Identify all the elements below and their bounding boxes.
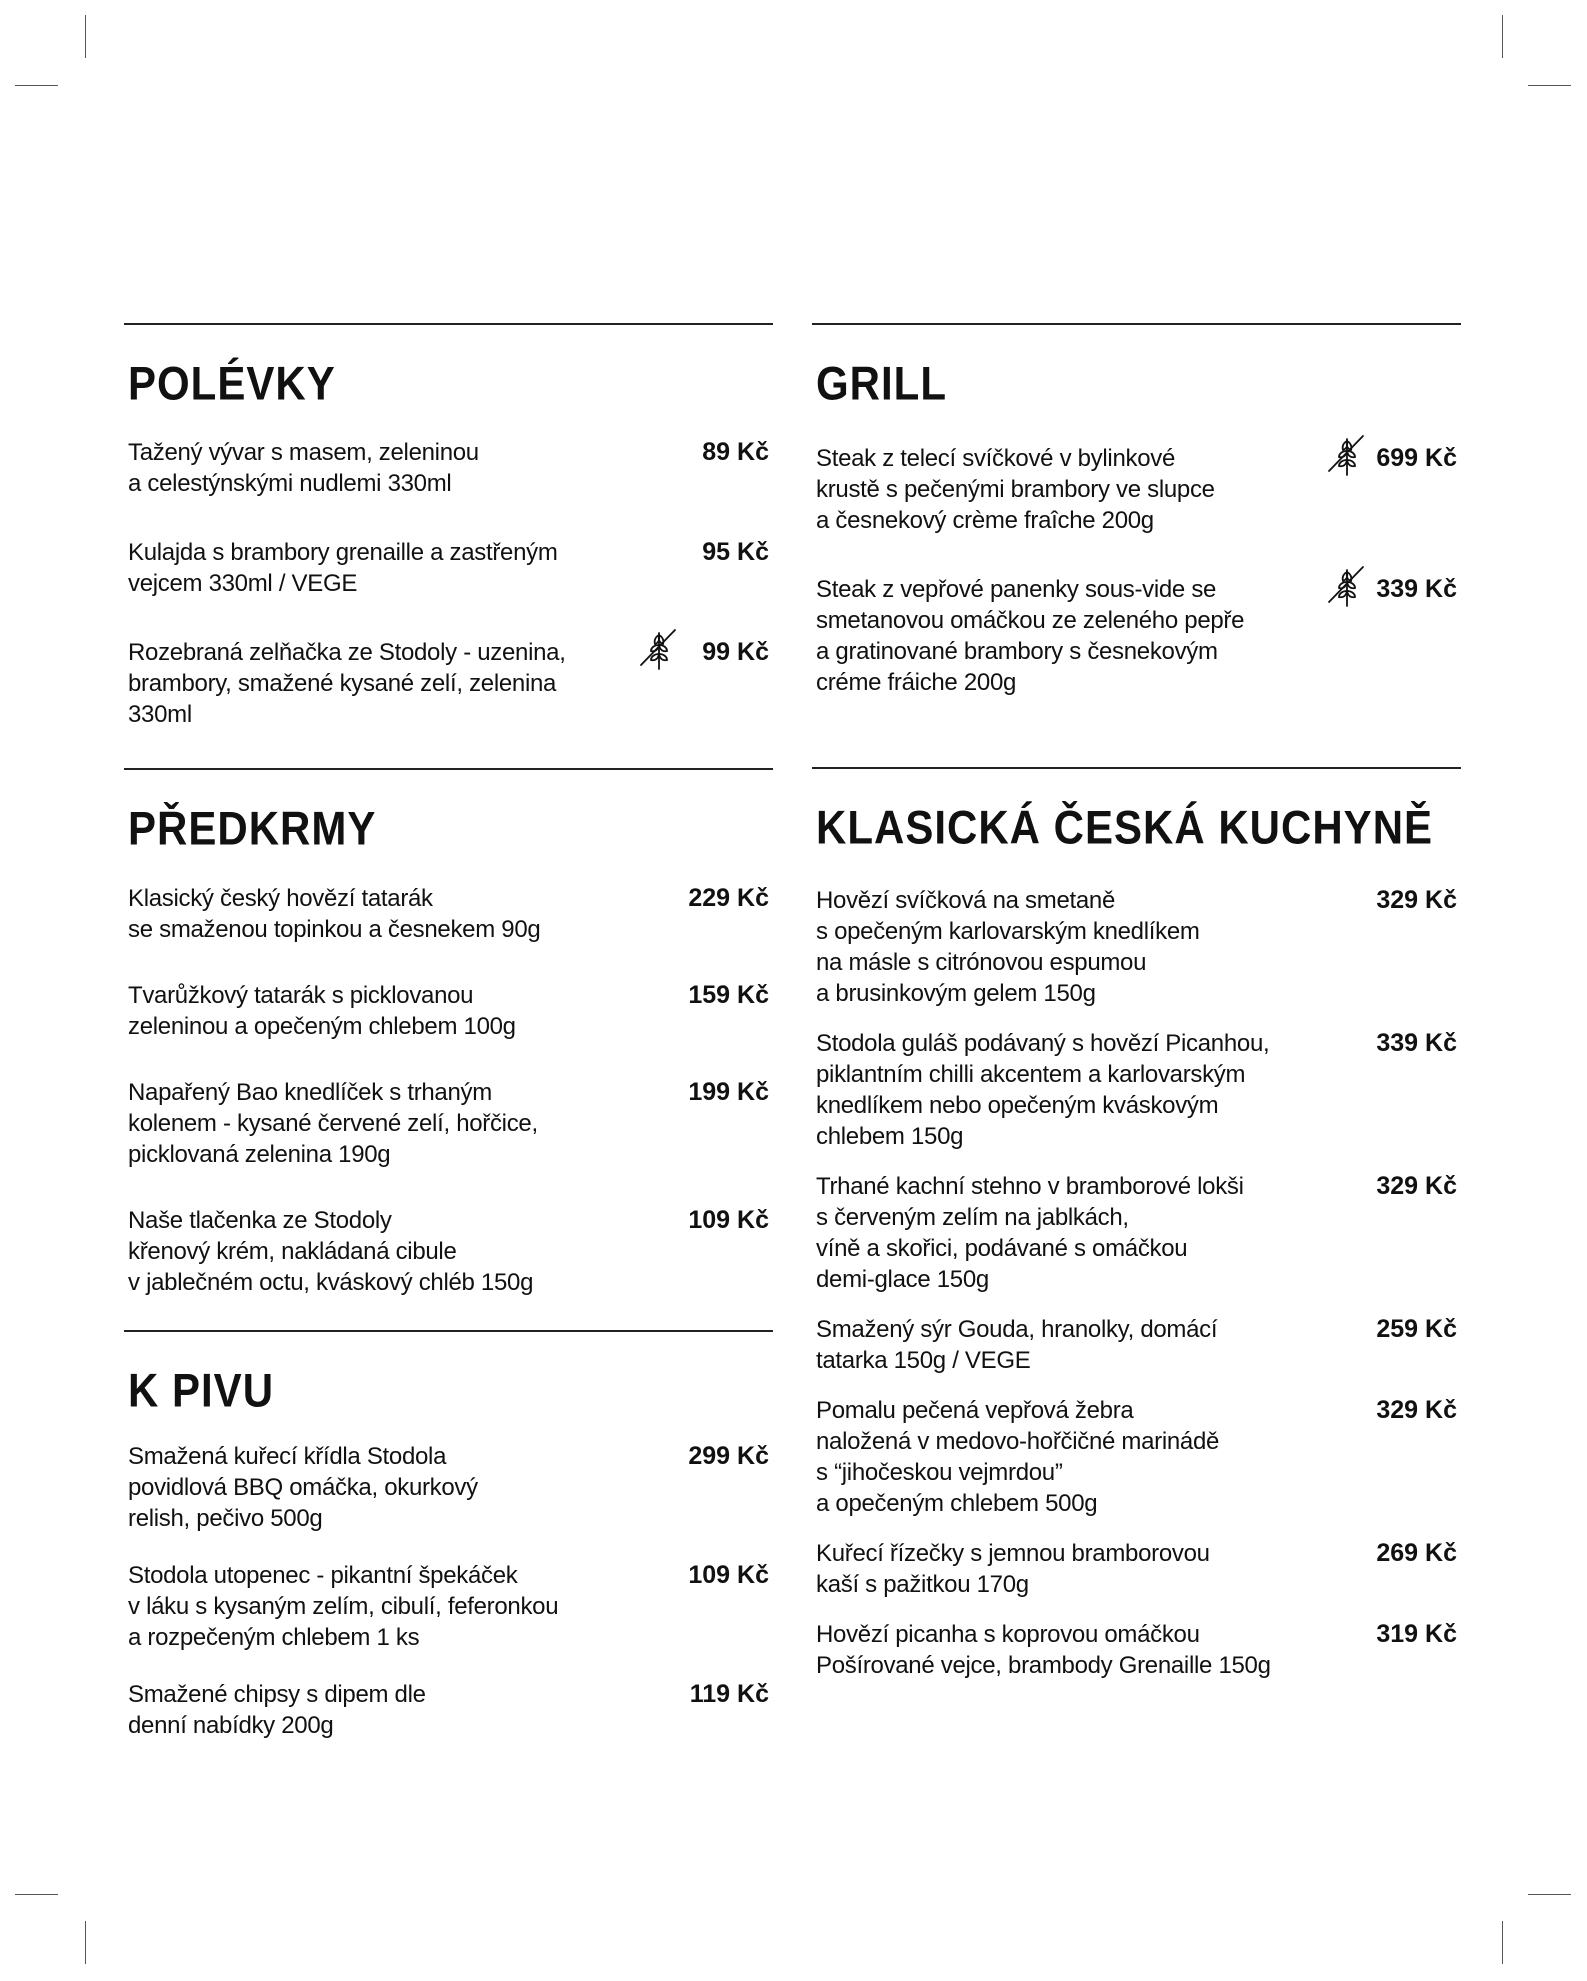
menu-item <box>128 1205 769 1298</box>
crop-mark <box>1528 1894 1571 1895</box>
item-description-line: krustě s pečenými brambory ve slupce <box>816 476 1215 503</box>
item-description-line: Steak z telecí svíčkové v bylinkové <box>816 445 1175 472</box>
item-description-line: kaší s pažitkou 170g <box>816 1571 1029 1598</box>
item-description-line: křenový krém, nakládaná cibule <box>128 1238 457 1265</box>
item-description-line: a opečeným chlebem 500g <box>816 1490 1098 1517</box>
menu-list <box>816 885 1457 1700</box>
item-description-line: smetanovou omáčkou ze zeleného pepře <box>816 607 1245 634</box>
menu-item <box>128 883 769 945</box>
item-description-line: relish, pečivo 500g <box>128 1505 323 1532</box>
menu-list <box>128 883 769 1333</box>
item-price: 339 Kč <box>1376 575 1457 603</box>
section-divider <box>124 323 773 325</box>
item-description-line: Hovězí svíčková na smetaně <box>816 887 1116 914</box>
crop-mark <box>15 1894 58 1895</box>
item-description <box>128 1205 769 1298</box>
item-description <box>128 537 769 599</box>
item-description-line: a česnekový crème fraîche 200g <box>816 507 1154 534</box>
section-k-pivu <box>124 1330 773 1739</box>
section-polevky <box>124 323 773 728</box>
crop-mark <box>85 15 86 58</box>
section-divider <box>812 767 1461 769</box>
item-price: 299 Kč <box>688 1442 769 1470</box>
item-description <box>128 1077 769 1170</box>
menu-item <box>128 1679 769 1741</box>
item-description-line: tatarka 150g / VEGE <box>816 1347 1031 1374</box>
menu-list <box>128 437 769 768</box>
item-description-line: chlebem 150g <box>816 1123 964 1150</box>
item-description-line: demi-glace 150g <box>816 1266 989 1293</box>
item-price: 699 Kč <box>1376 444 1457 472</box>
item-description-line: a gratinované brambory s česnekovým <box>816 638 1218 665</box>
item-description-line: piklantním chilli akcentem a karlovarským <box>816 1061 1246 1088</box>
item-description-line: povidlová BBQ omáčka, okurkový <box>128 1474 478 1501</box>
item-description-line: Tvarůžkový tatarák s picklovanou <box>128 982 474 1009</box>
item-description <box>128 1679 769 1741</box>
item-price: 329 Kč <box>1376 886 1457 914</box>
item-description <box>816 885 1457 1009</box>
gluten-free-icon <box>635 625 683 673</box>
item-description-line: kolenem - kysané červené zelí, hořčice, <box>128 1110 538 1137</box>
item-description-line: Klasický český hovězí tatarák <box>128 885 433 912</box>
item-description <box>816 1314 1457 1376</box>
item-price: 159 Kč <box>688 981 769 1009</box>
section-title: PŘEDKRMY <box>128 801 377 855</box>
menu-item <box>816 1314 1457 1376</box>
section-title: K PIVU <box>128 1363 275 1417</box>
item-description-line: Rozebraná zelňačka ze Stodoly - uzenina, <box>128 639 566 666</box>
item-description <box>128 980 769 1042</box>
item-description-line: a brusinkovým gelem 150g <box>816 980 1096 1007</box>
item-description <box>128 1441 769 1534</box>
crop-mark <box>1502 15 1503 58</box>
menu-item <box>816 1619 1457 1681</box>
item-description-line: s opečeným karlovarským knedlíkem <box>816 918 1200 945</box>
item-description-line: Smažený sýr Gouda, hranolky, domácí <box>816 1316 1218 1343</box>
item-description-line: Napařený Bao knedlíček s trhaným <box>128 1079 492 1106</box>
crop-mark <box>15 85 58 86</box>
menu-item <box>816 885 1457 1009</box>
item-price: 229 Kč <box>688 884 769 912</box>
item-description-line: zeleninou a opečeným chlebem 100g <box>128 1013 516 1040</box>
item-description-line: s červeným zelím na jablkách, <box>816 1204 1129 1231</box>
section-divider <box>124 1330 773 1332</box>
item-price: 269 Kč <box>1376 1539 1457 1567</box>
item-description-line: créme fráiche 200g <box>816 669 1017 696</box>
gluten-free-icon <box>1323 431 1371 479</box>
item-price: 109 Kč <box>688 1206 769 1234</box>
item-description-line: a rozpečeným chlebem 1 ks <box>128 1624 420 1651</box>
item-description-line: 330ml <box>128 701 192 728</box>
item-description-line: naložená v medovo-hořčičné marinádě <box>816 1428 1220 1455</box>
menu-item <box>128 1077 769 1170</box>
item-description-line: na másle s citrónovou espumou <box>816 949 1147 976</box>
menu-list <box>128 1441 769 1767</box>
item-price: 99 Kč <box>702 638 769 666</box>
item-description <box>816 1171 1457 1295</box>
item-description-line: Kuřecí řízečky s jemnou bramborovou <box>816 1540 1210 1567</box>
item-description-line: brambory, smažené kysané zelí, zelenina <box>128 670 557 697</box>
item-description-line: v láku s kysaným zelím, cibulí, feferonkou <box>128 1593 559 1620</box>
item-description-line: picklovaná zelenina 190g <box>128 1141 391 1168</box>
item-description-line: Stodola utopenec - pikantní špekáček <box>128 1562 518 1589</box>
menu-item <box>128 980 769 1042</box>
item-description-line: vejcem 330ml / VEGE <box>128 570 358 597</box>
item-description-line: knedlíkem nebo opečeným kváskovým <box>816 1092 1219 1119</box>
item-description-line: Stodola guláš podávaný s hovězí Picanhou, <box>816 1030 1270 1057</box>
item-price: 199 Kč <box>688 1078 769 1106</box>
menu-item <box>128 637 769 730</box>
menu-item <box>128 537 769 599</box>
crop-mark <box>1502 1921 1503 1964</box>
item-description-line: Steak z vepřové panenky sous-vide se <box>816 576 1217 603</box>
item-description-line: Trhané kachní stehno v bramborové lokši <box>816 1173 1244 1200</box>
item-description-line: se smaženou topinkou a česnekem 90g <box>128 916 541 943</box>
item-price: 319 Kč <box>1376 1620 1457 1648</box>
item-price: 329 Kč <box>1376 1172 1457 1200</box>
item-description-line: Hovězí picanha s koprovou omáčkou <box>816 1621 1200 1648</box>
section-predkrmy <box>124 768 773 1296</box>
menu-item <box>816 1538 1457 1600</box>
menu-item <box>128 437 769 499</box>
section-divider <box>812 323 1461 325</box>
item-description-line: víně a skořici, podávané s omáčkou <box>816 1235 1188 1262</box>
item-description <box>816 1538 1457 1600</box>
menu-item <box>816 1395 1457 1519</box>
item-description-line: Smažené chipsy s dipem dle <box>128 1681 426 1708</box>
section-grill <box>812 323 1461 696</box>
item-description-line: Pomalu pečená vepřová žebra <box>816 1397 1134 1424</box>
crop-mark <box>1528 85 1571 86</box>
menu-item <box>816 443 1457 536</box>
item-description <box>816 1395 1457 1519</box>
item-price: 339 Kč <box>1376 1029 1457 1057</box>
item-price: 95 Kč <box>702 538 769 566</box>
item-price: 259 Kč <box>1376 1315 1457 1343</box>
section-title: GRILL <box>816 356 947 410</box>
item-description-line: s “jihočeskou vejmrdou” <box>816 1459 1063 1486</box>
section-klasicka <box>812 767 1461 1679</box>
item-description-line: Kulajda s brambory grenaille a zastřeným <box>128 539 558 566</box>
gluten-free-icon <box>1323 562 1371 610</box>
menu-item <box>816 1028 1457 1152</box>
item-description <box>128 1560 769 1653</box>
menu-item <box>128 1560 769 1653</box>
item-description-line: Smažená kuřecí křídla Stodola <box>128 1443 447 1470</box>
item-description-line: Pošírované vejce, brambody Grenaille 150g <box>816 1652 1271 1679</box>
item-description-line: Tažený vývar s masem, zeleninou <box>128 439 479 466</box>
menu-item <box>816 1171 1457 1295</box>
menu-item <box>128 1441 769 1534</box>
item-price: 89 Kč <box>702 438 769 466</box>
item-description-line: a celestýnskými nudlemi 330ml <box>128 470 452 497</box>
section-title: POLÉVKY <box>128 356 336 410</box>
item-price: 119 Kč <box>689 1680 769 1708</box>
item-description <box>816 1619 1457 1681</box>
item-price: 109 Kč <box>688 1561 769 1589</box>
item-description-line: v jablečném octu, kváskový chléb 150g <box>128 1269 534 1296</box>
section-title: KLASICKÁ ČESKÁ KUCHYNĚ <box>816 800 1434 854</box>
item-price: 329 Kč <box>1376 1396 1457 1424</box>
section-divider <box>124 768 773 770</box>
item-description-line: Naše tlačenka ze Stodoly <box>128 1207 392 1234</box>
item-description <box>128 883 769 945</box>
menu-item <box>816 574 1457 698</box>
crop-mark <box>85 1921 86 1964</box>
item-description-line: denní nabídky 200g <box>128 1712 334 1739</box>
menu-list <box>816 443 1457 736</box>
item-description <box>128 437 769 499</box>
item-description <box>816 1028 1457 1152</box>
